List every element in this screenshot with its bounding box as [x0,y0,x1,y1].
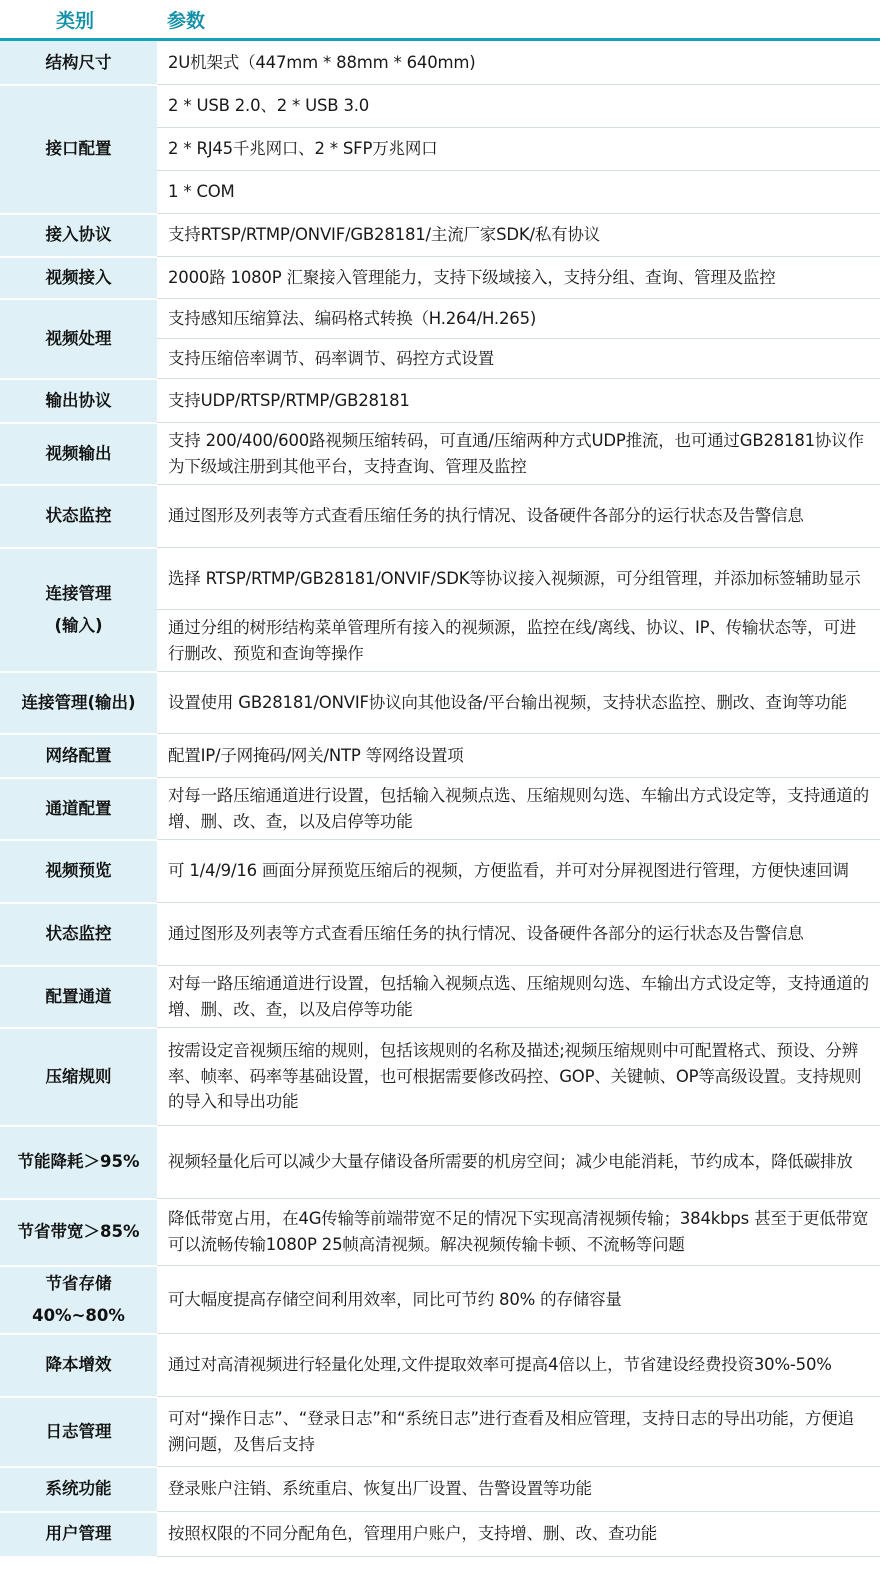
category-label: 连接管理(输出) [21,692,136,712]
table-row [0,903,880,966]
parameter-value: 支持UDP/RTSP/RTMP/GB28181 [157,379,880,423]
category-label: 接口配置 [45,139,112,159]
category-label: 降本增效 [45,1355,112,1375]
parameter-value: 可大幅度提高存储空间利用效率，同比可节约 80% 的存储容量 [157,1266,880,1334]
category-cell [0,734,157,778]
category-label: 节省带宽＞85% [17,1222,140,1242]
category-cell [0,1467,157,1512]
category-label: 配置通道 [45,986,112,1006]
category-label: 输出协议 [45,390,112,410]
table-row [0,423,880,485]
category-label: 视频输出 [45,443,112,463]
table-row [0,1266,880,1334]
category-cell [0,1028,157,1126]
category-label: 视频处理 [45,328,112,348]
category-label: 网络配置 [45,745,112,765]
category-cell [0,485,157,548]
category-cell [0,1126,157,1199]
parameter-value: 通过图形及列表等方式查看压缩任务的执行情况、设备硬件各部分的运行状态及告警信息 [157,903,880,966]
parameter-value: 登录账户注销、系统重启、恢复出厂设置、告警设置等功能 [157,1467,880,1512]
category-cell [0,1199,157,1266]
table-row [0,1334,880,1397]
category-label: (输入) [54,615,103,635]
parameter-value: 选择 RTSP/RTMP/GB28181/ONVIF/SDK等协议接入视频源，可分组管理，并添加标签辅助显示 [157,548,880,610]
table-header-row [0,0,880,40]
parameter-value: 支持 200/400/600路视频压缩转码，可直通/压缩两种方式UDP推流，也可通过GB28181协议作为下级域注册到其他平台，支持查询、管理及监控 [157,423,880,485]
header-params: 参数 [157,0,880,40]
table-row [0,40,880,85]
category-label: 节省存储 [45,1274,112,1294]
parameter-value: 对每一路压缩通道进行设置，包括输入视频点选、压缩规则勾选、车输出方式设定等，支持通道的增、删、改、查，以及启停等功能 [157,966,880,1028]
category-cell [0,1397,157,1467]
table-row [0,485,880,548]
table-row [0,299,880,339]
parameter-value: 通过图形及列表等方式查看压缩任务的执行情况、设备硬件各部分的运行状态及告警信息 [157,485,880,548]
category-label: 用户管理 [45,1524,112,1544]
category-cell [0,672,157,734]
table-row [0,840,880,903]
category-cell [0,40,157,85]
parameter-value: 对每一路压缩通道进行设置，包括输入视频点选、压缩规则勾选、车输出方式设定等，支持通道的增、删、改、查，以及启停等功能 [157,778,880,840]
category-label: 接入协议 [45,225,112,245]
category-cell [0,840,157,903]
category-label: 日志管理 [45,1421,112,1441]
table-row [0,778,880,840]
parameter-value: 配置IP/子网掩码/网关/NTP 等网络设置项 [157,734,880,778]
parameter-value: 降低带宽占用，在4G传输等前端带宽不足的情况下实现高清视频传输；384kbps 甚至于更低带宽可以流畅传输1080P 25帧高清视频。解决视频传输卡顿、不流畅等问题 [157,1199,880,1266]
parameter-value: 1 * COM [157,171,880,214]
parameter-value: 2U机架式（447mm * 88mm * 640mm) [157,40,880,85]
table-row [0,1512,880,1557]
category-cell [0,903,157,966]
table-row [0,672,880,734]
table-row [0,966,880,1028]
table-row [0,1467,880,1512]
table-row [0,1199,880,1266]
category-label: 节能降耗＞95% [17,1152,140,1172]
parameter-value: 2 * RJ45千兆网口、2 * SFP万兆网口 [157,128,880,171]
category-cell [0,257,157,299]
parameter-value: 视频轻量化后可以减少大量存储设备所需要的机房空间；减少电能消耗，节约成本，降低碳排放 [157,1126,880,1199]
category-label: 40%~80% [32,1305,125,1325]
category-label: 视频预览 [45,861,112,881]
parameter-value: 可对“操作日志”、“登录日志”和“系统日志”进行查看及相应管理，支持日志的导出功能，方便追溯问题，及售后支持 [157,1397,880,1467]
category-cell [0,299,157,379]
table-row [0,1126,880,1199]
table-row [0,734,880,778]
table-row [0,85,880,128]
parameter-value: 2000路 1080P 汇聚接入管理能力，支持下级域接入，支持分组、查询、管理及监控 [157,257,880,299]
category-cell [0,379,157,423]
table-row [0,214,880,257]
category-label: 压缩规则 [45,1066,112,1086]
category-label: 系统功能 [45,1479,112,1499]
parameter-value: 按需设定音视频压缩的规则，包括该规则的名称及描述;视频压缩规则中可配置格式、预设、分辨率、帧率、码率等基础设置，也可根据需要修改码控、GOP、关键帧、OP等高级设置。支持规则的导入和导出功能 [157,1028,880,1126]
category-cell [0,1512,157,1557]
category-cell [0,423,157,485]
table-row [0,1397,880,1467]
category-label: 视频接入 [45,267,112,287]
category-cell [0,1266,157,1334]
parameter-value: 通过对高清视频进行轻量化处理,文件提取效率可提高4倍以上，节省建设经费投资30%-50% [157,1334,880,1397]
parameter-value: 支持感知压缩算法、编码格式转换（H.264/H.265) [157,299,880,339]
parameter-value: 支持RTSP/RTMP/ONVIF/GB28181/主流厂家SDK/私有协议 [157,214,880,257]
category-label: 连接管理 [45,584,112,604]
category-label: 通道配置 [45,798,112,818]
table-row [0,257,880,299]
table-body [0,40,880,1557]
table-row [0,548,880,610]
category-label: 状态监控 [45,924,112,944]
category-cell [0,1334,157,1397]
category-cell [0,778,157,840]
parameter-value: 按照权限的不同分配角色，管理用户账户，支持增、删、改、查功能 [157,1512,880,1557]
category-cell [0,214,157,257]
category-label: 结构尺寸 [45,52,112,72]
parameter-value: 设置使用 GB28181/ONVIF协议向其他设备/平台输出视频，支持状态监控、删改、查询等功能 [157,672,880,734]
category-label: 状态监控 [45,506,112,526]
category-cell [0,85,157,214]
parameter-value: 可 1/4/9/16 画面分屏预览压缩后的视频，方便监看，并可对分屏视图进行管理，方便快速回调 [157,840,880,903]
table-row [0,379,880,423]
table-row [0,1028,880,1126]
category-cell [0,966,157,1028]
parameter-value: 2 * USB 2.0、2 * USB 3.0 [157,85,880,128]
category-cell [0,548,157,672]
parameter-value: 支持压缩倍率调节、码率调节、码控方式设置 [157,339,880,379]
parameter-value: 通过分组的树形结构菜单管理所有接入的视频源，监控在线/离线、协议、IP、传输状态等，可进行删改、预览和查询等操作 [157,610,880,672]
header-category: 类别 [0,0,157,40]
